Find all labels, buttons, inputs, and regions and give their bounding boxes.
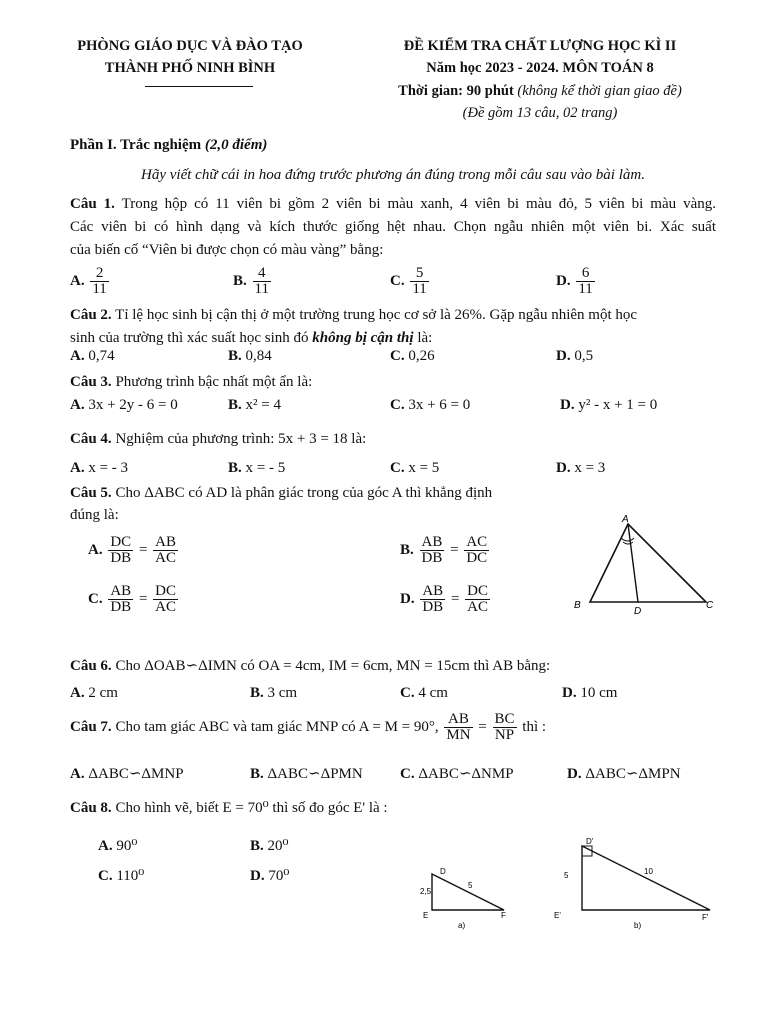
figa-side-de: 2,5 bbox=[420, 887, 432, 896]
figa-label-f: F bbox=[501, 911, 506, 920]
figb-caption: b) bbox=[634, 921, 642, 930]
fig-label-c: C bbox=[706, 600, 714, 611]
q1-line3: của biến cố “Viên bi được chọn có màu vàng” bằng: bbox=[70, 242, 384, 258]
q6-option-c: C. 4 cm bbox=[400, 685, 448, 701]
q3-option-d: D. y² - x + 1 = 0 bbox=[560, 397, 658, 413]
q1-option-d: D. $\frac{6}{11}$ bbox=[556, 265, 593, 297]
q8-option-a: A. 90⁰ bbox=[98, 838, 138, 854]
q5-option-d: D. $\frac{AB}{DB}$ = $\frac{DC}{AC}$ bbox=[400, 583, 488, 615]
figa-caption: a) bbox=[458, 921, 466, 930]
q8-option-d: D. 70⁰ bbox=[250, 868, 290, 884]
figb-label-e: E' bbox=[554, 911, 561, 920]
q3-option-b: B. x² = 4 bbox=[228, 397, 281, 413]
q7-option-d: D. ΔABC∽ΔMPN bbox=[567, 766, 681, 782]
q7-option-a: A. ΔABC∽ΔMNP bbox=[70, 766, 184, 782]
q3-option-a: A. 3x + 2y - 6 = 0 bbox=[70, 397, 178, 413]
q4-option-d: D. x = 3 bbox=[556, 460, 606, 476]
q1-option-c: C. $\frac{5}{11}$ bbox=[390, 265, 427, 297]
q4-text: Câu 4. Nghiệm của phương trình: 5x + 3 = 18 là: bbox=[70, 431, 367, 447]
q6-option-d: D. 10 cm bbox=[562, 685, 618, 701]
q2-line1: Câu 2. Tỉ lệ học sinh bị cận thị ở một trường trung học cơ sở là 26%. Gặp ngẫu nhiên một học bbox=[70, 307, 638, 323]
figa-label-e: E bbox=[423, 911, 429, 920]
header-left-line1: PHÒNG GIÁO DỤC VÀ ĐÀO TẠO bbox=[77, 38, 303, 54]
q4-option-c: C. x = 5 bbox=[390, 460, 440, 476]
q5-option-c: C. $\frac{AB}{DB}$ = $\frac{DC}{AC}$ bbox=[88, 583, 176, 615]
figa-side-df: 5 bbox=[468, 881, 473, 890]
header-divider bbox=[145, 86, 253, 87]
q2-line2: sinh của trường thì xác suất học sinh đó không bị cận thị là: bbox=[70, 330, 433, 346]
q7-option-c: C. ΔABC∽ΔNMP bbox=[400, 766, 514, 782]
q1-line1: Câu 1. Trong hộp có 11 viên bi gồm 2 viên bi màu xanh, 4 viên bi màu đỏ, 5 viên bi màu vàng. bbox=[70, 196, 716, 212]
figb-side-de: 5 bbox=[564, 871, 569, 880]
fig-label-a: A bbox=[622, 514, 629, 525]
q6-option-b: B. 3 cm bbox=[250, 685, 298, 701]
q5-option-b: B. $\frac{AB}{DB}$ = $\frac{AC}{DC}$ bbox=[400, 534, 488, 566]
q8-option-c: C. 110⁰ bbox=[98, 868, 145, 884]
q7-option-b: B. ΔABC∽ΔPMN bbox=[250, 766, 363, 782]
q5-line2: đúng là: bbox=[70, 507, 119, 523]
q2-option-b: B. 0,84 bbox=[228, 348, 272, 364]
q1-option-b: B. $\frac{4}{11}$ bbox=[233, 265, 269, 297]
header-right-line1: ĐỀ KIỂM TRA CHẤT LƯỢNG HỌC KÌ II bbox=[403, 38, 677, 54]
q8-text: Câu 8. Cho hình vẽ, biết E = 70⁰ thì số đo góc E' là : bbox=[70, 800, 388, 816]
q5-line1: Câu 5. Cho ΔABC có AD là phân giác trong của góc A thì khẳng định bbox=[70, 485, 493, 501]
q8-figure-a bbox=[418, 862, 518, 932]
part1-instruction: Hãy viết chữ cái in hoa đứng trước phương án đúng trong mỗi câu sau vào bài làm. bbox=[141, 167, 645, 183]
header-left-line2: THÀNH PHỐ NINH BÌNH bbox=[104, 60, 276, 76]
header-time: Thời gian: 90 phút (không kể thời gian giao đề) bbox=[398, 83, 682, 99]
q2-option-d: D. 0,5 bbox=[556, 348, 594, 364]
fig-label-d: D bbox=[634, 606, 642, 617]
q8-option-b: B. 20⁰ bbox=[250, 838, 289, 854]
figb-label-f: F' bbox=[702, 913, 709, 922]
q2-option-a: A. 0,74 bbox=[70, 348, 115, 364]
q5-option-a: A. $\frac{DC}{DB}$ = $\frac{AB}{AC}$ bbox=[88, 534, 176, 566]
header-right-line2: Năm học 2023 - 2024. MÔN TOÁN 8 bbox=[426, 60, 654, 76]
header-pages-note: (Đề gồm 13 câu, 02 trang) bbox=[462, 105, 618, 121]
figa-label-d: D bbox=[440, 867, 446, 876]
q4-option-b: B. x = - 5 bbox=[228, 460, 286, 476]
fig-label-b: B bbox=[574, 600, 581, 611]
q3-text: Câu 3. Phương trình bậc nhất một ẩn là: bbox=[70, 374, 313, 390]
q2-option-c: C. 0,26 bbox=[390, 348, 435, 364]
q6-text: Câu 6. Cho ΔOAB∽ΔIMN có OA = 4cm, IM = 6cm, MN = 15cm thì AB bằng: bbox=[70, 658, 551, 674]
part1-title: Phần I. Trắc nghiệm (2,0 điểm) bbox=[70, 137, 268, 153]
q4-option-a: A. x = - 3 bbox=[70, 460, 129, 476]
q1-option-a: A. $\frac{2}{11}$ bbox=[70, 265, 107, 297]
q6-option-a: A. 2 cm bbox=[70, 685, 118, 701]
q3-option-c: C. 3x + 6 = 0 bbox=[390, 397, 471, 413]
figb-label-d: D' bbox=[586, 837, 594, 846]
figb-side-df: 10 bbox=[644, 867, 653, 876]
q1-line2: Các viên bi có hình dạng và kích thước giống hệt nhau. Chọn ngẫu nhiên một viên bi. Xác suất bbox=[70, 219, 716, 235]
q5-triangle-figure bbox=[566, 512, 726, 622]
q8-figure-b bbox=[550, 832, 720, 932]
q7-text: Câu 7. Cho tam giác ABC và tam giác MNP có A = M = 90°, $\frac{AB}{MN}$ = $\frac{BC}{NP}$ thì : bbox=[70, 711, 547, 743]
